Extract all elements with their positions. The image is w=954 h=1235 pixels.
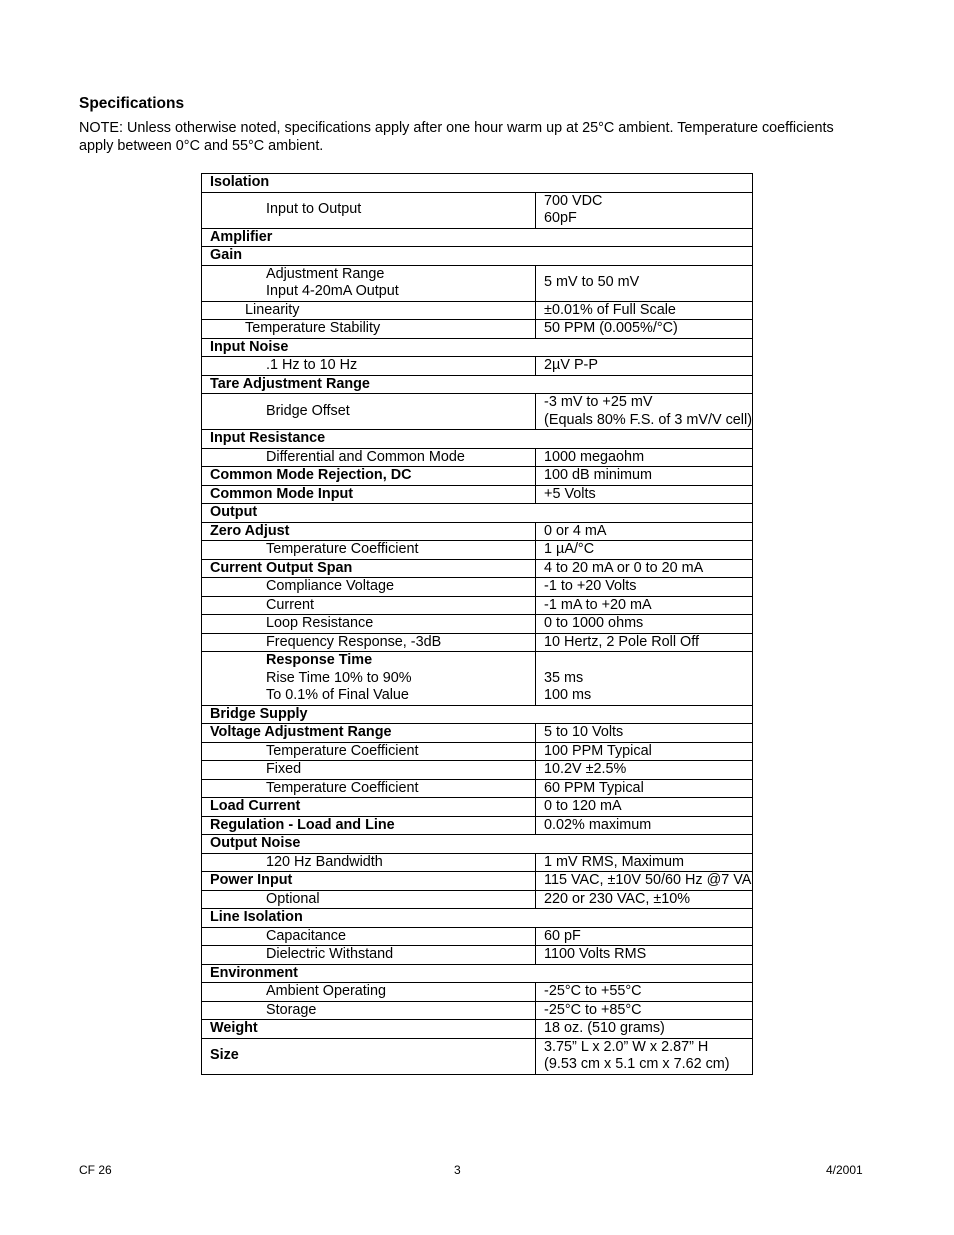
spec-label-line: Differential and Common Mode xyxy=(266,448,465,465)
spec-section-row xyxy=(202,909,753,928)
spec-row xyxy=(202,485,753,504)
spec-label-line: Frequency Response, -3dB xyxy=(266,633,442,650)
spec-section-row xyxy=(202,430,753,449)
spec-value-line: -1 mA to +20 mA xyxy=(544,596,652,613)
spec-value-line: -1 to +20 Volts xyxy=(544,578,637,594)
spec-label xyxy=(202,485,536,504)
spec-value-line: 2µV P-P xyxy=(544,357,598,373)
spec-value-line: +5 Volts xyxy=(544,485,596,502)
spec-label xyxy=(202,301,536,320)
spec-value-line: 5 mV to 50 mV xyxy=(544,274,640,291)
spec-row xyxy=(202,448,753,467)
spec-value xyxy=(536,448,753,467)
spec-label xyxy=(202,559,536,578)
spec-label xyxy=(202,192,536,228)
specifications-table xyxy=(201,173,753,1075)
spec-row xyxy=(202,798,753,817)
spec-label-line: Dielectric Withstand xyxy=(266,946,394,962)
spec-value-line: 3.75” L x 2.0” W x 2.87” H xyxy=(544,1038,709,1055)
spec-value xyxy=(536,485,753,504)
spec-row xyxy=(202,522,753,541)
spec-row xyxy=(202,761,753,780)
spec-row xyxy=(202,779,753,798)
spec-value-line: 60 PPM Typical xyxy=(544,779,644,796)
spec-label-line: Voltage Adjustment Range xyxy=(210,724,392,740)
spec-row xyxy=(202,946,753,965)
spec-section-row xyxy=(202,174,753,193)
spec-value-line: 115 VAC, ±10V 50/60 Hz @7 VA xyxy=(544,872,752,888)
spec-value-line: 100 dB minimum xyxy=(544,467,653,483)
spec-value-line: 0 or 4 mA xyxy=(544,522,607,539)
section-heading: Isolation xyxy=(202,174,753,193)
spec-label xyxy=(202,890,536,909)
section-heading: Input Noise xyxy=(202,338,753,357)
section-heading: Bridge Supply xyxy=(202,705,753,724)
spec-row xyxy=(202,467,753,486)
spec-value xyxy=(536,467,753,486)
section-heading: Line Isolation xyxy=(202,909,753,928)
spec-section-row xyxy=(202,228,753,247)
footer-document-id: CF 26 xyxy=(79,1163,112,1177)
spec-label-line: Temperature Stability xyxy=(245,320,381,336)
spec-row xyxy=(202,192,753,228)
spec-row xyxy=(202,1038,753,1074)
spec-row xyxy=(202,853,753,872)
spec-value xyxy=(536,816,753,835)
spec-value xyxy=(536,890,753,909)
spec-label xyxy=(202,724,536,743)
spec-value-line: 100 PPM Typical xyxy=(544,742,652,759)
spec-value xyxy=(536,1020,753,1039)
spec-row xyxy=(202,1020,753,1039)
spec-value-line: (Equals 80% F.S. of 3 mV/V cell) xyxy=(544,411,752,428)
spec-value xyxy=(536,615,753,634)
spec-section-row xyxy=(202,964,753,983)
spec-value-line: 50 PPM (0.005%/°C) xyxy=(544,320,678,336)
spec-row xyxy=(202,1001,753,1020)
spec-value xyxy=(536,1001,753,1020)
spec-row xyxy=(202,890,753,909)
spec-value-line: 0 to 120 mA xyxy=(544,798,622,814)
spec-label xyxy=(202,946,536,965)
spec-value-line: 1 mV RMS, Maximum xyxy=(544,853,684,870)
spec-value xyxy=(536,946,753,965)
spec-label xyxy=(202,1038,536,1074)
spec-value-line: 10.2V ±2.5% xyxy=(544,761,627,777)
spec-value-line: 35 ms xyxy=(544,669,584,686)
spec-label-line: Temperature Coefficient xyxy=(266,541,419,557)
spec-value-line: 0.02% maximum xyxy=(544,816,652,833)
spec-label-line: To 0.1% of Final Value xyxy=(266,687,409,703)
spec-label-line: Bridge Offset xyxy=(266,402,350,419)
spec-label-line: Fixed xyxy=(266,761,302,777)
spec-row xyxy=(202,633,753,652)
spec-label-line: Optional xyxy=(266,890,320,907)
spec-value-line: -25°C to +85°C xyxy=(544,1001,642,1018)
spec-value xyxy=(536,541,753,560)
spec-value-line xyxy=(544,652,752,670)
spec-label xyxy=(202,448,536,467)
spec-value xyxy=(536,652,753,706)
spec-label xyxy=(202,853,536,872)
spec-label xyxy=(202,467,536,486)
spec-label-line: Input 4-20mA Output xyxy=(266,283,399,299)
spec-label xyxy=(202,522,536,541)
section-heading: Input Resistance xyxy=(202,430,753,449)
spec-section-row xyxy=(202,705,753,724)
section-heading: Tare Adjustment Range xyxy=(202,375,753,394)
spec-value-line: 220 or 230 VAC, ±10% xyxy=(544,890,691,907)
spec-value xyxy=(536,742,753,761)
section-heading: Output Noise xyxy=(202,835,753,854)
spec-row xyxy=(202,724,753,743)
spec-label-line: Load Current xyxy=(210,798,301,814)
spec-value xyxy=(536,320,753,339)
spec-label-line: Adjustment Range xyxy=(266,265,385,282)
spec-label-line: Storage xyxy=(266,1001,317,1018)
spec-section-row xyxy=(202,338,753,357)
spec-label-line: Capacitance xyxy=(266,927,346,944)
spec-value xyxy=(536,798,753,817)
section-heading: Amplifier xyxy=(202,228,753,247)
spec-label xyxy=(202,265,536,301)
spec-label-line: Size xyxy=(210,1047,239,1064)
spec-label xyxy=(202,394,536,430)
spec-row xyxy=(202,394,753,430)
spec-value-line: 5 to 10 Volts xyxy=(544,724,624,740)
section-heading: Gain xyxy=(202,247,753,266)
spec-label xyxy=(202,872,536,891)
page-title: Specifications xyxy=(79,95,185,112)
spec-value-line: 700 VDC xyxy=(544,192,603,209)
spec-row xyxy=(202,615,753,634)
spec-label-line: Ambient Operating xyxy=(266,983,386,999)
spec-label-line: Zero Adjust xyxy=(210,522,290,539)
spec-label-line: Loop Resistance xyxy=(266,615,374,631)
spec-label xyxy=(202,761,536,780)
spec-label xyxy=(202,927,536,946)
spec-value-line: 1000 megaohm xyxy=(544,448,645,465)
spec-label xyxy=(202,578,536,597)
spec-row xyxy=(202,816,753,835)
spec-label xyxy=(202,816,536,835)
spec-label xyxy=(202,615,536,634)
spec-label xyxy=(202,357,536,376)
spec-row xyxy=(202,652,753,706)
spec-value xyxy=(536,394,753,430)
spec-label-line: Temperature Coefficient xyxy=(266,779,419,796)
spec-section-row xyxy=(202,504,753,523)
footer-date: 4/2001 xyxy=(826,1163,863,1177)
spec-value-line: 1100 Volts RMS xyxy=(544,946,647,962)
spec-section-row xyxy=(202,375,753,394)
spec-value xyxy=(536,633,753,652)
spec-value xyxy=(536,265,753,301)
spec-row xyxy=(202,357,753,376)
spec-value xyxy=(536,872,753,891)
spec-value xyxy=(536,853,753,872)
spec-value xyxy=(536,301,753,320)
spec-label xyxy=(202,652,536,706)
spec-label-line: .1 Hz to 10 Hz xyxy=(266,357,358,373)
spec-label xyxy=(202,1001,536,1020)
spec-value-line: -25°C to +55°C xyxy=(544,983,642,999)
spec-row xyxy=(202,265,753,301)
spec-label-line: Current Output Span xyxy=(210,559,353,576)
spec-value-line: 60pF xyxy=(544,210,577,226)
spec-label-line: Linearity xyxy=(245,301,300,318)
spec-label xyxy=(202,779,536,798)
spec-value xyxy=(536,522,753,541)
spec-value xyxy=(536,724,753,743)
spec-value-line: 18 oz. (510 grams) xyxy=(544,1020,665,1036)
spec-value xyxy=(536,192,753,228)
section-heading: Environment xyxy=(202,964,753,983)
specifications-table-body xyxy=(202,174,753,1075)
footer-page-number: 3 xyxy=(454,1163,461,1177)
spec-value xyxy=(536,578,753,597)
spec-label xyxy=(202,983,536,1002)
spec-row xyxy=(202,983,753,1002)
spec-row xyxy=(202,596,753,615)
spec-label-line: 120 Hz Bandwidth xyxy=(266,853,383,870)
spec-label-line: Temperature Coefficient xyxy=(266,742,419,759)
spec-label xyxy=(202,742,536,761)
spec-value xyxy=(536,761,753,780)
spec-row xyxy=(202,301,753,320)
spec-label-line: Common Mode Input xyxy=(210,485,354,502)
spec-value xyxy=(536,983,753,1002)
spec-value xyxy=(536,779,753,798)
spec-value xyxy=(536,559,753,578)
spec-label-line: Common Mode Rejection, DC xyxy=(210,467,412,483)
spec-label xyxy=(202,633,536,652)
spec-value xyxy=(536,357,753,376)
spec-label-line: Rise Time 10% to 90% xyxy=(266,669,412,686)
spec-value-line: 60 pF xyxy=(544,927,581,944)
spec-value-line: 4 to 20 mA or 0 to 20 mA xyxy=(544,559,704,576)
spec-label xyxy=(202,320,536,339)
spec-label xyxy=(202,1020,536,1039)
spec-value xyxy=(536,596,753,615)
spec-row xyxy=(202,541,753,560)
section-heading: Output xyxy=(202,504,753,523)
spec-row xyxy=(202,927,753,946)
spec-section-row xyxy=(202,247,753,266)
spec-row xyxy=(202,559,753,578)
spec-section-row xyxy=(202,835,753,854)
spec-label xyxy=(202,541,536,560)
spec-label-line: Power Input xyxy=(210,872,293,888)
note-paragraph: NOTE: Unless otherwise noted, specifications apply after one hour warm up at 25°C ambient. Temperature coefficients apply between 0°C and 55°C ambient. xyxy=(79,120,834,154)
spec-row xyxy=(202,578,753,597)
spec-row xyxy=(202,872,753,891)
spec-value xyxy=(536,1038,753,1074)
spec-value-line: ±0.01% of Full Scale xyxy=(544,301,676,318)
spec-value-line: 1 µA/°C xyxy=(544,541,595,557)
spec-value-line: 100 ms xyxy=(544,687,592,703)
spec-value xyxy=(536,927,753,946)
spec-label xyxy=(202,596,536,615)
spec-value-line: (9.53 cm x 5.1 cm x 7.62 cm) xyxy=(544,1056,730,1072)
spec-label-heading: Response Time xyxy=(266,652,373,668)
spec-label-line: Weight xyxy=(210,1020,258,1036)
spec-row xyxy=(202,320,753,339)
spec-value-line: 10 Hertz, 2 Pole Roll Off xyxy=(544,633,699,650)
spec-label-line: Regulation - Load and Line xyxy=(210,816,395,833)
spec-label-line: Current xyxy=(266,596,314,613)
spec-row xyxy=(202,742,753,761)
spec-value-line: 0 to 1000 ohms xyxy=(544,615,644,631)
spec-label-line: Input to Output xyxy=(266,201,362,218)
spec-value-line: -3 mV to +25 mV xyxy=(544,394,653,410)
spec-label xyxy=(202,798,536,817)
spec-label-line: Compliance Voltage xyxy=(266,578,394,594)
